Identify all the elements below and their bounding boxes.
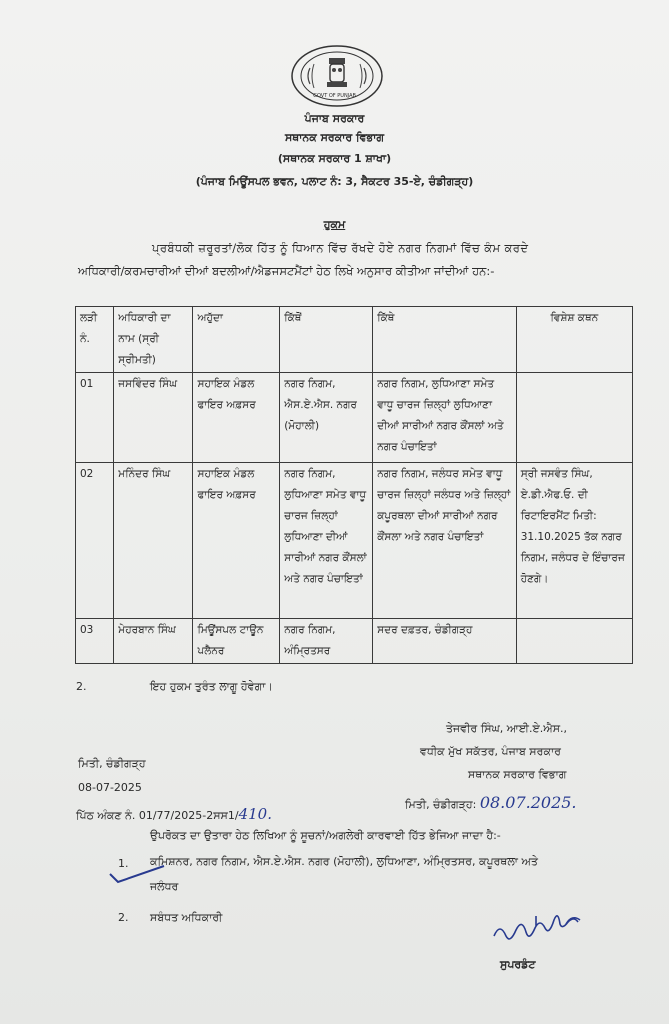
signatory-name: ਤੇਜਵੀਰ ਸਿੰਘ, ਆਈ.ਏ.ਐਸ., [446, 722, 568, 735]
cell-to: ਸਦਰ ਦਫ਼ਤਰ, ਚੰਡੀਗੜ੍ਹ [373, 619, 516, 664]
cell-to: ਨਗਰ ਨਿਗਮ, ਜਲੰਧਰ ਸਮੇਤ ਵਾਧੂ ਚਾਰਜ ਜ਼ਿਲ੍ਹਾਂ ਜਲੰਧਰ ਅਤੇ ਜ਼ਿਲ੍ਹਾਂ ਕਪੂਰਥਲਾ ਦੀਆਂ ਸਾਰੀਆਂ ਨਗਰ ਕੌਂਸਲਾ ਅਤੇ ਨਗਰ ਪੰਚਾਇਤਾਂ [373, 463, 516, 619]
cell-from: ਨਗਰ ਨਿਗਮ, ਅੰਮ੍ਰਿਤਸਰ [280, 619, 373, 664]
order-date: 08-07-2025 [78, 781, 142, 794]
recipient-number: 1. [118, 857, 129, 870]
cell-remarks [516, 619, 632, 664]
endorsement-date-label: ਮਿਤੀ, ਚੰਡੀਗੜ੍ਹ: [405, 798, 477, 811]
signatory-department: ਸਥਾਨਕ ਸਰਕਾਰ ਵਿਭਾਗ [468, 768, 567, 781]
cell-remarks: ਸ੍ਰੀ ਜਸਵੰਤ ਸਿੰਘ, ਏ.ਡੀ.ਐਫ.ਓ. ਦੀ ਰਿਟਾਇਰਮੈਂਟ ਮਿਤੀ: 31.10.2025 ਤੱਕ ਨਗਰ ਨਿਗਮ, ਜਲੰਧਰ ਦੇ ਇੰਚਾਰਜ ਹੋਣਗੇ। [516, 463, 632, 619]
intro-line-1: ਪ੍ਰਬੰਧਕੀ ਜ਼ਰੂਰਤਾਂ/ਲੋਕ ਹਿੱਤ ਨੂੰ ਧਿਆਨ ਵਿੱਚ ਰੱਖਦੇ ਹੋਏ ਨਗਰ ਨਿਗਮਾਂ ਵਿੱਚ ਕੰਮ ਕਰਦੇ [152, 241, 529, 255]
transfer-table [75, 306, 633, 664]
office-address: (ਪੰਜਾਬ ਮਿਊਂਸਪਲ ਭਵਨ, ਪਲਾਟ ਨੰ: 3, ਸੈਕਟਰ 35-ਏ, ਚੰਡੀਗੜ੍ਹ) [195, 175, 474, 188]
header-name: ਅਧਿਕਾਰੀ ਦਾ ਨਾਮ (ਸ੍ਰੀ ਸ੍ਰੀਮਤੀ) [114, 307, 193, 373]
table-row [76, 373, 633, 463]
cell-sno: 01 [76, 373, 114, 463]
place-label: ਮਿਤੀ, ਚੰਡੀਗੜ੍ਹ [78, 757, 146, 770]
cell-designation: ਸਹਾਇਕ ਮੰਡਲ ਫਾਇਰ ਅਫ਼ਸਰ [193, 373, 280, 463]
recipient-line-1: ਕਮਿਸ਼ਨਰ, ਨਗਰ ਨਿਗਮ, ਐਸ.ਏ.ਐਸ. ਨਗਰ (ਮੋਹਾਲੀ), ਲੁਧਿਆਣਾ, ਅੰਮ੍ਰਿਤਸਰ, ਕਪੂਰਥਲਾ ਅਤੇ [150, 855, 538, 868]
endorsement-number-handwritten: 410. [238, 805, 272, 823]
note-number: 2. [76, 680, 87, 693]
cell-from: ਨਗਰ ਨਿਗਮ, ਐਸ.ਏ.ਐਸ. ਨਗਰ (ਮੋਹਾਲੀ) [280, 373, 373, 463]
header-remarks: ਵਿਸ਼ੇਸ਼ ਕਥਨ [516, 307, 632, 373]
table-row [76, 463, 633, 619]
endorsement-date [405, 793, 577, 812]
cell-name: ਜਸਵਿੰਦਰ ਸਿੰਘ [114, 373, 193, 463]
endorsement-text: ਉਪਰੋਕਤ ਦਾ ਉਤਾਰਾ ਹੇਠ ਲਿਖਿਆ ਨੂੰ ਸੂਚਨਾਂ/ਅਗਲੇਰੀ ਕਾਰਵਾਈ ਹਿੱਤ ਭੇਜਿਆ ਜਾਦਾ ਹੈ:- [150, 829, 501, 842]
cell-name: ਮੇਹਰਬਾਨ ਸਿੰਘ [114, 619, 193, 664]
cell-from: ਨਗਰ ਨਿਗਮ, ਲੁਧਿਆਣਾ ਸਮੇਤ ਵਾਧੂ ਚਾਰਜ ਜ਼ਿਲ੍ਹਾਂ ਲੁਧਿਆਣਾ ਦੀਆਂ ਸਾਰੀਆਂ ਨਗਰ ਕੌਂਸਲਾਂ ਅਤੇ ਨਗਰ ਪੰਚਾਇਤਾਂ [280, 463, 373, 619]
order-title: ਹੁਕਮ [323, 218, 346, 231]
endorsement-date-handwritten: 08.07.2025. [479, 793, 577, 812]
intro-line-2: ਅਧਿਕਾਰੀ/ਕਰਮਚਾਰੀਆਂ ਦੀਆਂ ਬਦਲੀਆਂ/ਐਡਜਸਟਮੈਂਟਾਂ ਹੇਠ ਲਿਖੇ ਅਨੁਸਾਰ ਕੀਤੀਆ ਜਾਂਦੀਆਂ ਹਨ:- [78, 264, 495, 278]
header-sno: ਲੜੀ ਨੰ. [76, 307, 114, 373]
endorsement-number [76, 805, 272, 823]
cell-designation: ਸਹਾਇਕ ਮੰਡਲ ਫਾਇਰ ਅਫ਼ਸਰ [193, 463, 280, 619]
government-name: ਪੰਜਾਬ ਸਰਕਾਰ [304, 112, 365, 125]
signatory-designation: ਵਧੀਕ ਮੁੱਖ ਸਕੱਤਰ, ਪੰਜਾਬ ਸਰਕਾਰ [420, 745, 561, 758]
recipient-line-1: ਸਬੰਧਤ ਅਧਿਕਾਰੀ [150, 911, 223, 924]
cell-remarks [516, 373, 632, 463]
note-text: ਇਹ ਹੁਕਮ ਤੁਰੰਤ ਲਾਗੂ ਹੋਵੇਗਾ। [150, 680, 273, 693]
recipient-number: 2. [118, 911, 129, 924]
cell-name: ਮਨਿੰਦਰ ਸਿੰਘ [114, 463, 193, 619]
emblem-caption: GOVT OF PUNJAB [313, 93, 356, 99]
cell-to: ਨਗਰ ਨਿਗਮ, ਲੁਧਿਆਣਾ ਸਮੇਤ ਵਾਧੂ ਚਾਰਜ ਜ਼ਿਲ੍ਹਾਂ ਲੁਧਿਆਣਾ ਦੀਆਂ ਸਾਰੀਆਂ ਨਗਰ ਕੌਂਸਲਾਂ ਅਤੇ ਨਗਰ ਪੰਚਾਇਤਾਂ [373, 373, 516, 463]
superintendent-title: ਸੁਪਰਡੰਟ [500, 958, 536, 971]
header-designation: ਅਹੁੱਦਾ [193, 307, 280, 373]
table-row [76, 619, 633, 664]
cell-sno: 02 [76, 463, 114, 619]
department-name: ਸਥਾਨਕ ਸਰਕਾਰ ਵਿਭਾਗ [284, 131, 385, 144]
branch-name: (ਸਥਾਨਕ ਸਰਕਾਰ 1 ਸ਼ਾਖਾ) [277, 152, 392, 165]
endorsement-number-label: ਪਿੱਠ ਅੰਕਣ ਨੰ. 01/77/2025-2ਸਸ1/ [76, 809, 239, 822]
handwritten-signature-icon [488, 912, 608, 952]
cell-sno: 03 [76, 619, 114, 664]
header-to: ਕਿੱਥੇ [373, 307, 516, 373]
cell-designation: ਮਿਊਂਸਪਲ ਟਾਊਨ ਪਲੈਨਰ [193, 619, 280, 664]
recipient-line-2: ਜਲੰਧਰ [150, 880, 179, 893]
header-from: ਕਿੱਥੋਂ [280, 307, 373, 373]
table-header-row [76, 307, 633, 373]
